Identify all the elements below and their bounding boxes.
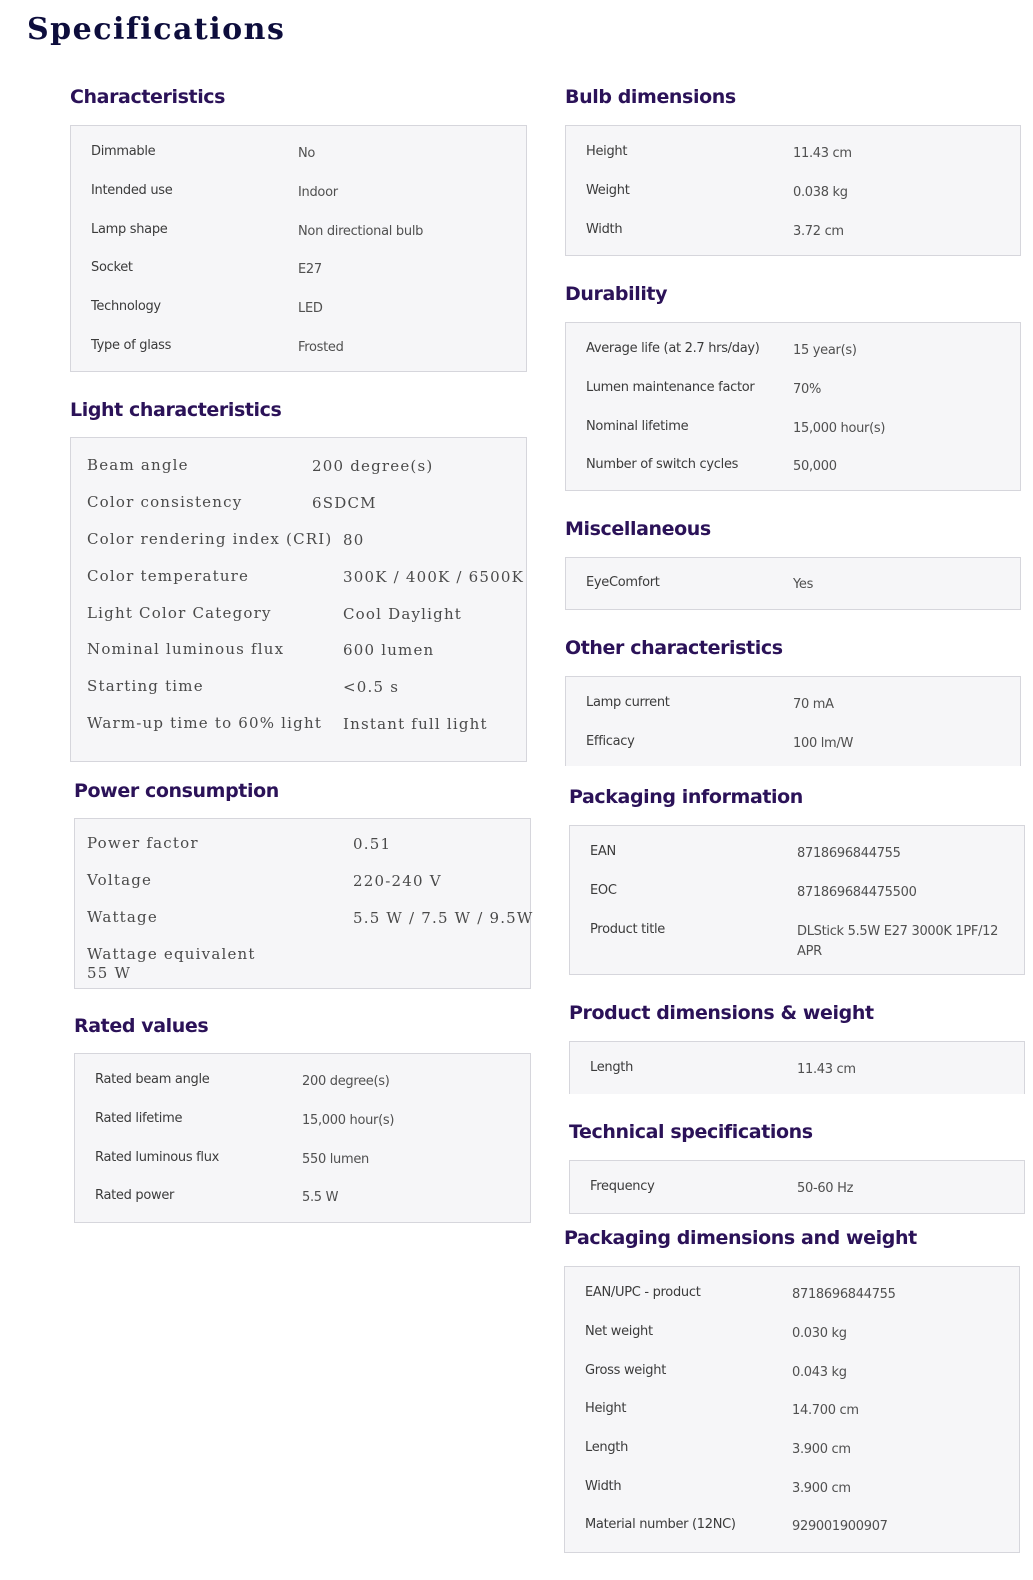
spec-value: 220-240 V — [353, 872, 442, 890]
spec-label: Wattage equivalent — [87, 945, 256, 963]
spec-label: Color rendering index (CRI) — [87, 530, 333, 548]
spec-label: Nominal lifetime — [586, 419, 689, 434]
spec-label: Warm-up time to 60% light — [87, 714, 323, 732]
spec-value: Yes — [793, 577, 814, 592]
spec-value: 70% — [793, 382, 821, 397]
spec-value: Indoor — [298, 185, 338, 200]
spec-value: Instant full light — [343, 715, 488, 733]
durability-table — [565, 322, 1021, 491]
spec-label: EyeComfort — [586, 575, 660, 590]
spec-value: 8718696844755 — [792, 1287, 896, 1302]
section-title-other-characteristics: Other characteristics — [565, 637, 783, 659]
spec-value: 15 year(s) — [793, 343, 857, 358]
spec-label: Length — [590, 1060, 634, 1075]
spec-label: Lamp current — [586, 695, 670, 710]
section-title-miscellaneous: Miscellaneous — [565, 518, 711, 540]
spec-value: 11.43 cm — [793, 146, 852, 161]
spec-value: 50-60 Hz — [797, 1181, 854, 1196]
spec-label: Light Color Category — [87, 604, 272, 622]
spec-value: 15,000 hour(s) — [302, 1113, 395, 1128]
product-dimensions-table — [569, 1041, 1025, 1094]
spec-value: 55 W — [87, 964, 132, 982]
spec-label: Length — [585, 1440, 629, 1455]
spec-label: Wattage — [87, 908, 158, 926]
spec-label: Socket — [91, 260, 133, 275]
spec-label: Height — [586, 144, 628, 159]
spec-label: EOC — [590, 883, 617, 898]
spec-label: Weight — [586, 183, 630, 198]
spec-label: Product title — [590, 922, 666, 937]
spec-label: Rated power — [95, 1188, 175, 1203]
spec-value: 14.700 cm — [792, 1403, 859, 1418]
spec-value: Frosted — [298, 340, 344, 355]
spec-label: Color temperature — [87, 567, 250, 585]
spec-label: Power factor — [87, 834, 199, 852]
spec-label: Nominal luminous flux — [87, 640, 285, 658]
spec-value: 3.72 cm — [793, 224, 844, 239]
spec-value: <0.5 s — [343, 678, 400, 696]
spec-label: Rated lifetime — [95, 1111, 183, 1126]
section-title-bulb-dimensions: Bulb dimensions — [565, 86, 736, 108]
section-title-product-dimensions: Product dimensions & weight — [569, 1002, 874, 1024]
section-title-packaging-information: Packaging information — [569, 786, 803, 808]
spec-value: Cool Daylight — [343, 605, 463, 623]
rated-values-table — [74, 1053, 531, 1223]
spec-label: Dimmable — [91, 144, 156, 159]
packaging-information-table — [569, 825, 1025, 975]
spec-label: Number of switch cycles — [586, 457, 739, 472]
spec-label: Type of glass — [91, 338, 172, 353]
spec-value: 200 degree(s) — [302, 1074, 390, 1089]
spec-value: Non directional bulb — [298, 224, 424, 239]
spec-label: EAN — [590, 844, 616, 859]
section-title-characteristics: Characteristics — [70, 86, 226, 108]
spec-label: Frequency — [590, 1179, 655, 1194]
spec-label: EAN/UPC - product — [585, 1285, 701, 1300]
other-characteristics-table — [565, 676, 1021, 766]
spec-label: Starting time — [87, 677, 204, 695]
section-title-technical-specifications: Technical specifications — [569, 1121, 813, 1143]
spec-value: 11.43 cm — [797, 1062, 856, 1077]
spec-value: DLStick 5.5W E27 3000K 1PF/12 APR — [797, 924, 999, 959]
spec-label: Height — [585, 1401, 627, 1416]
characteristics-table — [70, 125, 527, 372]
spec-value: 8718696844755 — [797, 846, 901, 861]
spec-value: 0.030 kg — [792, 1326, 847, 1341]
spec-value: No — [298, 146, 316, 161]
spec-label: Material number (12NC) — [585, 1517, 736, 1532]
section-title-light-characteristics: Light characteristics — [70, 399, 282, 421]
spec-label: Average life (at 2.7 hrs/day) — [586, 341, 760, 356]
spec-label: Voltage — [87, 871, 153, 889]
spec-value: 80 — [343, 531, 365, 549]
spec-label: Rated luminous flux — [95, 1150, 220, 1165]
bulb-dimensions-table — [565, 125, 1021, 256]
spec-value: 15,000 hour(s) — [793, 421, 886, 436]
power-consumption-table — [74, 818, 534, 989]
spec-value: 550 lumen — [302, 1152, 369, 1167]
spec-label: Efficacy — [586, 734, 635, 749]
spec-value: 70 mA — [793, 697, 834, 712]
section-title-rated-values: Rated values — [74, 1015, 209, 1037]
spec-value: 871869684475500 — [797, 885, 917, 900]
spec-label: Rated beam angle — [95, 1072, 210, 1087]
spec-label: Intended use — [91, 183, 173, 198]
spec-label: Gross weight — [585, 1363, 666, 1378]
spec-value: 0.038 kg — [793, 185, 848, 200]
spec-value: E27 — [298, 262, 322, 277]
technical-specifications-table — [569, 1160, 1025, 1214]
section-title-durability: Durability — [565, 283, 668, 305]
section-title-packaging-dimensions: Packaging dimensions and weight — [564, 1227, 917, 1249]
spec-label: Color consistency — [87, 493, 243, 511]
spec-value: 300K / 400K / 6500K — [343, 568, 525, 586]
spec-label: Lumen maintenance factor — [586, 380, 755, 395]
light-characteristics-table — [70, 437, 527, 762]
spec-value: 0.51 — [353, 835, 392, 853]
spec-value: 0.043 kg — [792, 1365, 847, 1380]
spec-value: LED — [298, 301, 323, 316]
spec-value: 50,000 — [793, 459, 837, 474]
miscellaneous-table — [565, 557, 1021, 610]
spec-value: 3.900 cm — [792, 1442, 851, 1457]
spec-label: Technology — [91, 299, 161, 314]
spec-label: Beam angle — [87, 456, 189, 474]
spec-label: Net weight — [585, 1324, 653, 1339]
spec-value: 929001900907 — [792, 1519, 888, 1534]
packaging-dimensions-table — [564, 1266, 1020, 1553]
section-title-power-consumption: Power consumption — [74, 780, 279, 802]
spec-value: 3.900 cm — [792, 1481, 851, 1496]
spec-value: 200 degree(s) — [312, 457, 434, 475]
page-title: Specifications — [27, 12, 286, 47]
spec-value: 100 lm/W — [793, 736, 854, 751]
spec-value: 5.5 W — [302, 1190, 339, 1205]
spec-value: 600 lumen — [343, 641, 435, 659]
spec-value: 6SDCM — [312, 494, 377, 512]
spec-label: Width — [586, 222, 623, 237]
spec-label: Width — [585, 1479, 622, 1494]
spec-label: Lamp shape — [91, 222, 168, 237]
spec-value: 5.5 W / 7.5 W / 9.5W — [353, 909, 534, 927]
